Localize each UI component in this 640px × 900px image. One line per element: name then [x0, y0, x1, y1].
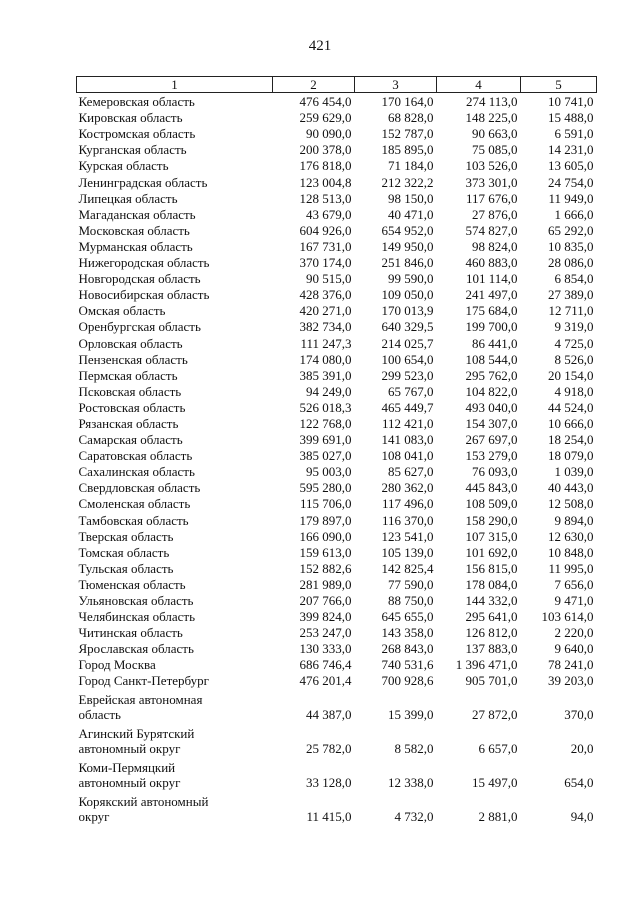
value-col-4: 6 657,0 [478, 741, 518, 757]
value-col-2: 526 018,3 [299, 399, 352, 415]
value-col-2: 115 706,0 [299, 496, 352, 512]
value-col-3: 68 828,0 [388, 110, 434, 126]
table-row [77, 495, 597, 511]
table-row [77, 528, 597, 544]
value-col-4: 107 315,0 [465, 528, 518, 544]
value-col-5: 10 666,0 [548, 415, 594, 431]
table-row [77, 656, 597, 672]
value-col-4: 144 332,0 [465, 593, 518, 608]
region-name: Самарская область [78, 432, 183, 448]
table-row [77, 415, 597, 431]
region-name: Оренбургская область [78, 319, 201, 335]
value-col-4: 117 676,0 [465, 190, 518, 206]
table-row [77, 790, 597, 824]
value-col-5: 18 079,0 [548, 448, 594, 464]
region-name: Ростовская область [78, 399, 186, 415]
value-col-2: 90 090,0 [306, 126, 352, 142]
table-row [77, 206, 597, 222]
value-col-2: 428 376,0 [299, 287, 352, 303]
region-name: Свердловская область [78, 480, 201, 496]
value-col-2: 385 391,0 [299, 367, 352, 383]
table-row [77, 640, 597, 656]
value-col-2: 174 080,0 [299, 351, 352, 367]
value-col-4: 153 279,0 [465, 448, 518, 464]
table-body [77, 93, 597, 825]
region-name: Липецкая область [78, 190, 178, 206]
value-col-3: 100 654,0 [381, 351, 434, 367]
value-col-2: 95 003,0 [306, 464, 352, 480]
value-col-2: 33 128,0 [306, 775, 352, 791]
value-col-4: 274 113,0 [465, 94, 518, 110]
region-name: Челябинская область [78, 609, 196, 625]
region-name-line-1: Корякский автономный [78, 794, 209, 810]
region-name [77, 756, 273, 790]
value-col-3: 299 523,0 [381, 367, 434, 383]
value-col-4: 2 881,0 [478, 809, 518, 825]
value-col-3: 268 843,0 [381, 641, 434, 657]
value-col-4: 574 827,0 [465, 222, 518, 238]
table-row [77, 544, 597, 560]
value-col-5: 6 854,0 [554, 271, 594, 287]
region-name [77, 790, 273, 824]
value-col-2: 111 247,3 [300, 335, 352, 351]
region-name: Город Москва [78, 657, 156, 673]
value-col-5: 15 488,0 [548, 110, 594, 126]
column-header-5: 5 [521, 77, 597, 93]
table-row [77, 270, 597, 286]
value-col-5: 14 231,0 [548, 142, 594, 158]
table-row [77, 560, 597, 576]
value-col-3: 142 825,4 [381, 560, 434, 576]
value-col-4: 90 663,0 [472, 126, 518, 142]
value-col-3: 280 362,0 [381, 480, 434, 496]
value-col-2: 11 415,0 [306, 809, 352, 825]
region-name: Тамбовская область [78, 512, 189, 528]
value-col-5: 2 220,0 [554, 625, 594, 641]
value-col-4: 158 290,0 [465, 512, 518, 528]
table-row [77, 756, 597, 790]
value-col-5: 4 918,0 [554, 383, 594, 399]
page-number: 421 [308, 38, 332, 54]
region-name: Ульяновская область [78, 593, 194, 608]
value-col-3: 152 787,0 [381, 126, 434, 142]
table-row [77, 592, 597, 608]
value-col-5: 8 526,0 [554, 351, 594, 367]
value-col-2: 128 513,0 [299, 190, 352, 206]
value-col-4: 101 114,0 [465, 271, 518, 287]
region-name-line-2: область [78, 707, 121, 723]
value-col-4: 175 684,0 [465, 303, 518, 319]
value-col-3: 98 150,0 [388, 190, 434, 206]
region-name: Курганская область [78, 142, 187, 158]
table-row [77, 173, 597, 189]
value-col-2: 179 897,0 [299, 512, 352, 528]
value-col-5: 1 039,0 [554, 464, 594, 480]
region-name: Тверская область [78, 528, 174, 544]
value-col-4: 373 301,0 [465, 174, 518, 190]
value-col-4: 154 307,0 [465, 415, 518, 431]
region-name: Кировская область [78, 110, 183, 126]
region-name: Магаданская область [78, 206, 196, 222]
value-col-2: 399 691,0 [299, 432, 352, 448]
value-col-5: 10 835,0 [548, 238, 594, 254]
value-col-2: 130 333,0 [299, 641, 352, 657]
value-col-2: 200 378,0 [299, 142, 352, 158]
region-name: Саратовская область [78, 448, 193, 464]
region-name: Читинская область [78, 625, 183, 641]
value-col-3: 8 582,0 [394, 741, 434, 757]
value-col-5: 103 614,0 [541, 609, 594, 625]
table-row [77, 479, 597, 495]
value-col-2: 382 734,0 [299, 319, 352, 335]
value-col-5: 13 605,0 [548, 158, 594, 174]
region-name-line-1: Агинский Бурятский [78, 726, 195, 742]
table-row [77, 302, 597, 318]
value-col-4: 98 824,0 [472, 238, 518, 254]
region-name: Рязанская область [78, 415, 179, 431]
value-col-5: 10 848,0 [548, 544, 594, 560]
column-header-3: 3 [355, 77, 437, 93]
value-col-5: 9 319,0 [554, 319, 594, 335]
table-row [77, 125, 597, 141]
value-col-3: 170 013,9 [381, 303, 434, 319]
value-col-2: 152 882,6 [299, 560, 352, 576]
value-col-3: 212 322,2 [381, 174, 434, 190]
value-col-2: 370 174,0 [299, 255, 352, 271]
value-col-2: 420 271,0 [299, 303, 352, 319]
value-col-2: 25 782,0 [306, 741, 352, 757]
value-col-3: 88 750,0 [388, 593, 434, 608]
region-name: Новосибирская область [78, 287, 210, 303]
value-col-5: 4 725,0 [554, 335, 594, 351]
value-col-5: 12 508,0 [548, 496, 594, 512]
table-row [77, 351, 597, 367]
value-col-2: 122 768,0 [299, 415, 352, 431]
value-col-3: 112 421,0 [381, 415, 434, 431]
value-col-3: 170 164,0 [381, 94, 434, 110]
table-row [77, 157, 597, 173]
table-row [77, 238, 597, 254]
value-col-5: 6 591,0 [554, 126, 594, 142]
value-col-5: 11 949,0 [548, 190, 594, 206]
value-col-3: 117 496,0 [381, 496, 434, 512]
region-name: Пермская область [78, 367, 178, 383]
value-col-4: 905 701,0 [465, 673, 518, 689]
value-col-2: 595 280,0 [299, 480, 352, 496]
region-name: Город Санкт-Петербург [78, 673, 209, 689]
region-name: Псковская область [78, 383, 182, 399]
value-col-2: 476 201,4 [299, 673, 352, 689]
value-col-3: 740 531,6 [381, 657, 434, 673]
table-row [77, 608, 597, 624]
value-col-5: 9 894,0 [554, 512, 594, 528]
region-name: Ленинградская область [78, 174, 208, 190]
value-col-5: 24 754,0 [548, 174, 594, 190]
value-col-3: 108 041,0 [381, 448, 434, 464]
table-row [77, 254, 597, 270]
region-name: Курская область [78, 158, 169, 174]
table-row [77, 141, 597, 157]
value-col-5: 11 995,0 [548, 560, 594, 576]
value-col-4: 86 441,0 [472, 335, 518, 351]
value-col-3: 143 358,0 [381, 625, 434, 641]
value-col-4: 104 822,0 [465, 383, 518, 399]
region-name [77, 688, 273, 722]
header-row [77, 77, 597, 93]
value-col-3: 123 541,0 [381, 528, 434, 544]
table-row [77, 93, 597, 110]
region-name-line-1: Еврейская автономная [78, 692, 203, 708]
value-col-2: 604 926,0 [299, 222, 352, 238]
value-col-3: 116 370,0 [381, 512, 434, 528]
value-col-2: 385 027,0 [299, 448, 352, 464]
value-col-4: 178 084,0 [465, 576, 518, 592]
value-col-3: 12 338,0 [388, 775, 434, 791]
table-row [77, 399, 597, 415]
value-col-3: 40 471,0 [388, 206, 434, 222]
value-col-4: 126 812,0 [465, 625, 518, 641]
region-name: Тульская область [78, 560, 174, 576]
region-name-line-2: автономный округ [78, 775, 181, 791]
value-col-3: 141 083,0 [381, 432, 434, 448]
value-col-3: 65 767,0 [388, 383, 434, 399]
value-col-4: 137 883,0 [465, 641, 518, 657]
value-col-4: 493 040,0 [465, 399, 518, 415]
value-col-3: 71 184,0 [388, 158, 434, 174]
value-col-2: 123 004,8 [299, 174, 352, 190]
value-col-3: 99 590,0 [388, 271, 434, 287]
region-name: Костромская область [78, 126, 196, 142]
value-col-3: 645 655,0 [381, 609, 434, 625]
table-row [77, 672, 597, 688]
value-col-5: 94,0 [570, 809, 594, 825]
region-name [77, 722, 273, 756]
value-col-5: 27 389,0 [548, 287, 594, 303]
value-col-3: 251 846,0 [381, 255, 434, 271]
value-col-5: 78 241,0 [548, 657, 594, 673]
value-col-5: 7 656,0 [554, 576, 594, 592]
value-col-2: 44 387,0 [306, 707, 352, 723]
value-col-3: 654 952,0 [381, 222, 434, 238]
value-col-4: 108 509,0 [465, 496, 518, 512]
value-col-4: 76 093,0 [472, 464, 518, 480]
region-name: Сахалинская область [78, 464, 195, 480]
table-row [77, 431, 597, 447]
value-col-4: 267 697,0 [465, 432, 518, 448]
table-row [77, 367, 597, 383]
value-col-3: 85 627,0 [388, 464, 434, 480]
value-col-4: 75 085,0 [472, 142, 518, 158]
value-col-5: 39 203,0 [548, 673, 594, 689]
value-col-5: 44 524,0 [548, 399, 594, 415]
value-col-3: 185 895,0 [381, 142, 434, 158]
value-col-3: 465 449,7 [381, 399, 434, 415]
value-col-2: 166 090,0 [299, 528, 352, 544]
value-col-5: 20,0 [570, 741, 594, 757]
value-col-2: 259 629,0 [299, 110, 352, 126]
value-col-5: 12 630,0 [548, 528, 594, 544]
value-col-4: 148 225,0 [465, 110, 518, 126]
value-col-5: 9 471,0 [554, 593, 594, 608]
value-col-3: 77 590,0 [388, 576, 434, 592]
table-row [77, 447, 597, 463]
value-col-2: 253 247,0 [299, 625, 352, 641]
column-header-4: 4 [437, 77, 521, 93]
value-col-5: 370,0 [564, 707, 594, 723]
value-col-4: 295 762,0 [465, 367, 518, 383]
value-col-4: 445 843,0 [465, 480, 518, 496]
region-name: Орловская область [78, 335, 183, 351]
value-col-5: 1 666,0 [554, 206, 594, 222]
value-col-2: 399 824,0 [299, 609, 352, 625]
region-name: Новгородская область [78, 271, 201, 287]
value-col-5: 10 741,0 [548, 94, 594, 110]
value-col-5: 20 154,0 [548, 367, 594, 383]
value-col-5: 12 711,0 [548, 303, 594, 319]
table-row [77, 576, 597, 592]
table-row [77, 222, 597, 238]
table-row [77, 722, 597, 756]
value-col-4: 101 692,0 [465, 544, 518, 560]
region-name: Омская область [78, 303, 166, 319]
value-col-3: 4 732,0 [394, 809, 434, 825]
value-col-5: 28 086,0 [548, 255, 594, 271]
data-table [76, 76, 597, 824]
value-col-3: 105 139,0 [381, 544, 434, 560]
value-col-4: 199 700,0 [465, 319, 518, 335]
value-col-3: 700 928,6 [381, 673, 434, 689]
region-name: Смоленская область [78, 496, 191, 512]
value-col-3: 149 950,0 [381, 238, 434, 254]
region-name: Московская область [78, 222, 190, 238]
region-name: Ярославская область [78, 641, 194, 657]
value-col-4: 103 526,0 [465, 158, 518, 174]
value-col-4: 295 641,0 [465, 609, 518, 625]
value-col-2: 159 613,0 [299, 544, 352, 560]
value-col-4: 27 872,0 [472, 707, 518, 723]
value-col-5: 65 292,0 [548, 222, 594, 238]
value-col-5: 654,0 [564, 775, 594, 791]
value-col-4: 156 815,0 [465, 560, 518, 576]
table-row [77, 383, 597, 399]
value-col-4: 27 876,0 [472, 206, 518, 222]
table-row [77, 511, 597, 527]
value-col-2: 94 249,0 [306, 383, 352, 399]
value-col-3: 640 329,5 [381, 319, 434, 335]
table-row [77, 286, 597, 302]
table-row [77, 624, 597, 640]
value-col-2: 167 731,0 [299, 238, 352, 254]
table-row [77, 109, 597, 125]
region-name: Пензенская область [78, 351, 188, 367]
value-col-4: 460 883,0 [465, 255, 518, 271]
table-row [77, 334, 597, 350]
value-col-2: 90 515,0 [306, 271, 352, 287]
region-name-line-2: автономный округ [78, 741, 181, 757]
value-col-4: 241 497,0 [465, 287, 518, 303]
region-name: Томская область [78, 544, 170, 560]
region-name-line-2: округ [78, 809, 110, 825]
value-col-4: 1 396 471,0 [455, 657, 518, 673]
value-col-5: 9 640,0 [554, 641, 594, 657]
value-col-2: 281 989,0 [299, 576, 352, 592]
value-col-4: 15 497,0 [472, 775, 518, 791]
value-col-5: 40 443,0 [548, 480, 594, 496]
column-header-1: 1 [77, 77, 273, 93]
value-col-2: 686 746,4 [299, 657, 352, 673]
table-row [77, 688, 597, 722]
value-col-2: 43 679,0 [306, 206, 352, 222]
table-row [77, 318, 597, 334]
column-header-2: 2 [273, 77, 355, 93]
value-col-3: 15 399,0 [388, 707, 434, 723]
region-name: Нижегородская область [78, 255, 210, 271]
value-col-3: 109 050,0 [381, 287, 434, 303]
value-col-2: 476 454,0 [299, 94, 352, 110]
value-col-4: 108 544,0 [465, 351, 518, 367]
table-row [77, 463, 597, 479]
value-col-5: 18 254,0 [548, 432, 594, 448]
value-col-2: 176 818,0 [299, 158, 352, 174]
region-name: Кемеровская область [78, 94, 195, 110]
value-col-2: 207 766,0 [299, 593, 352, 608]
value-col-3: 214 025,7 [381, 335, 434, 351]
region-name: Мурманская область [78, 238, 193, 254]
table-row [77, 190, 597, 206]
region-name: Тюменская область [78, 576, 186, 592]
region-name-line-1: Коми-Пермяцкий [78, 760, 176, 776]
